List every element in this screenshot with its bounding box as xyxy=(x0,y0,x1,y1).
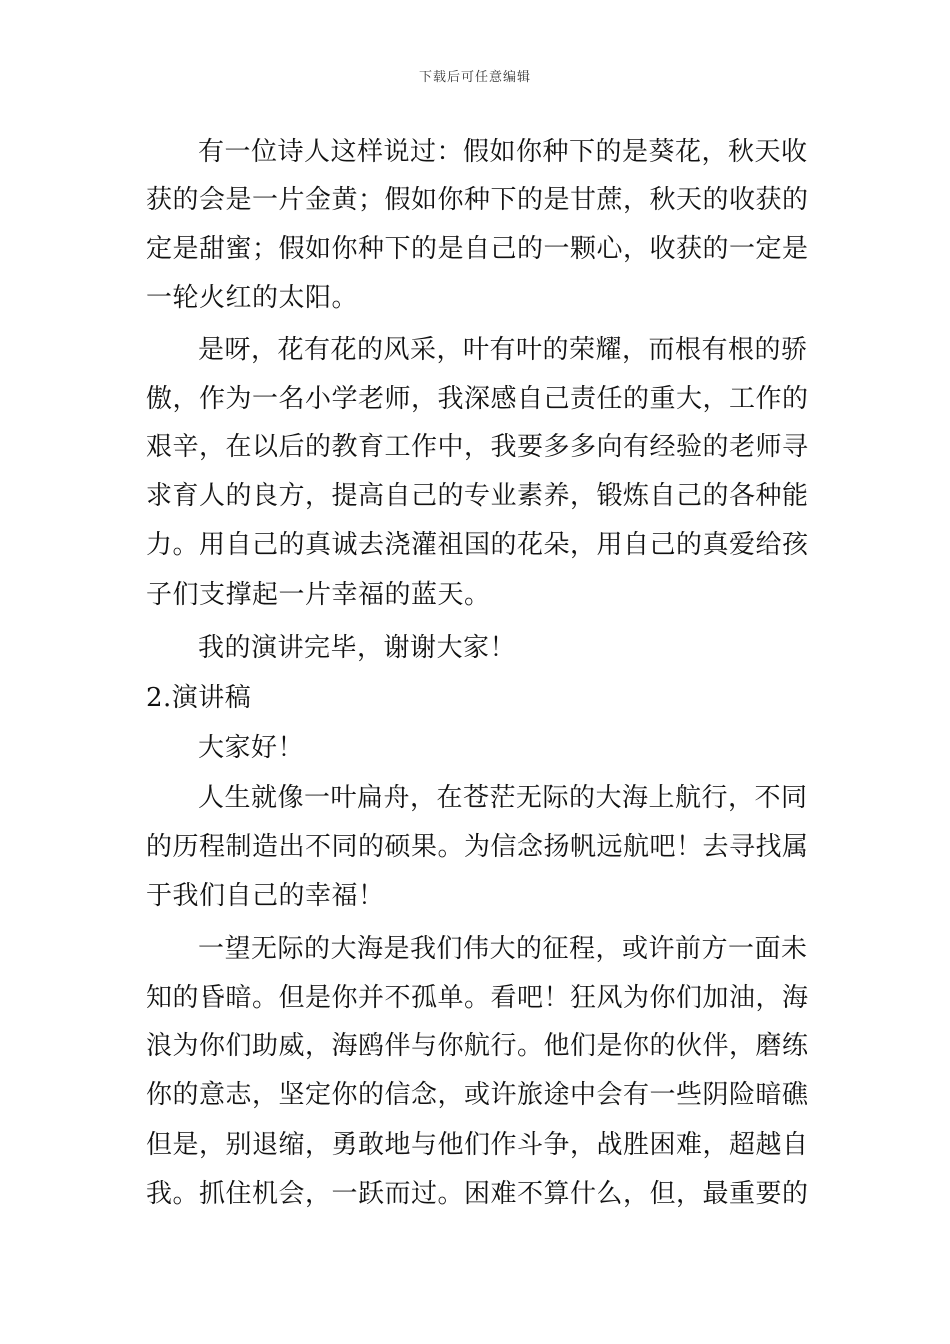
page-header-note: 下载后可任意编辑 xyxy=(418,70,531,85)
text-line: 于我们自己的幸福！ xyxy=(146,881,385,911)
text-line: 大家好！ xyxy=(198,733,305,763)
text-line: 是呀，花有花的风采，叶有叶的荣耀，而根有根的骄 xyxy=(198,335,808,365)
text-line: 人生就像一叶扁舟，在苍茫无际的大海上航行，不同 xyxy=(198,783,808,813)
text-line: 但是，别退缩，勇敢地与他们作斗争，战胜困难，超越自 xyxy=(146,1130,809,1160)
section-heading: 2.演讲稿 xyxy=(146,683,252,713)
text-line: 求育人的良方，提高自己的专业素养，锻炼自己的各种能 xyxy=(146,481,809,511)
text-line: 艰辛，在以后的教育工作中，我要多多向有经验的老师寻 xyxy=(146,432,809,462)
text-line: 力。用自己的真诚去浇灌祖国的花朵，用自己的真爱给孩 xyxy=(146,530,809,560)
text-line: 有一位诗人这样说过：假如你种下的是葵花，秋天收 xyxy=(198,137,808,167)
text-line: 我。抓住机会，一跃而过。困难不算什么，但，最重要的 xyxy=(146,1179,809,1209)
text-line: 知的昏暗。但是你并不孤单。看吧！狂风为你们加油，海 xyxy=(146,983,809,1013)
text-line: 浪为你们助威，海鸥伴与你航行。他们是你的伙伴，磨练 xyxy=(146,1031,809,1061)
text-line: 我的演讲完毕，谢谢大家！ xyxy=(198,633,517,663)
text-line: 子们支撑起一片幸福的蓝天。 xyxy=(146,580,491,610)
text-line: 你的意志，坚定你的信念，或许旅途中会有一些阴险暗礁 xyxy=(146,1080,809,1110)
text-line: 傲，作为一名小学老师，我深感自己责任的重大，工作的 xyxy=(146,384,809,414)
text-line: 的历程制造出不同的硕果。为信念扬帆远航吧！去寻找属 xyxy=(146,832,809,862)
text-line: 获的会是一片金黄；假如你种下的是甘蔗，秋天的收获的 xyxy=(146,185,809,215)
text-line: 定是甜蜜；假如你种下的是自己的一颗心，收获的一定是 xyxy=(146,234,809,264)
text-line: 一轮火红的太阳。 xyxy=(146,283,359,313)
text-line: 一望无际的大海是我们伟大的征程，或许前方一面未 xyxy=(198,934,808,964)
